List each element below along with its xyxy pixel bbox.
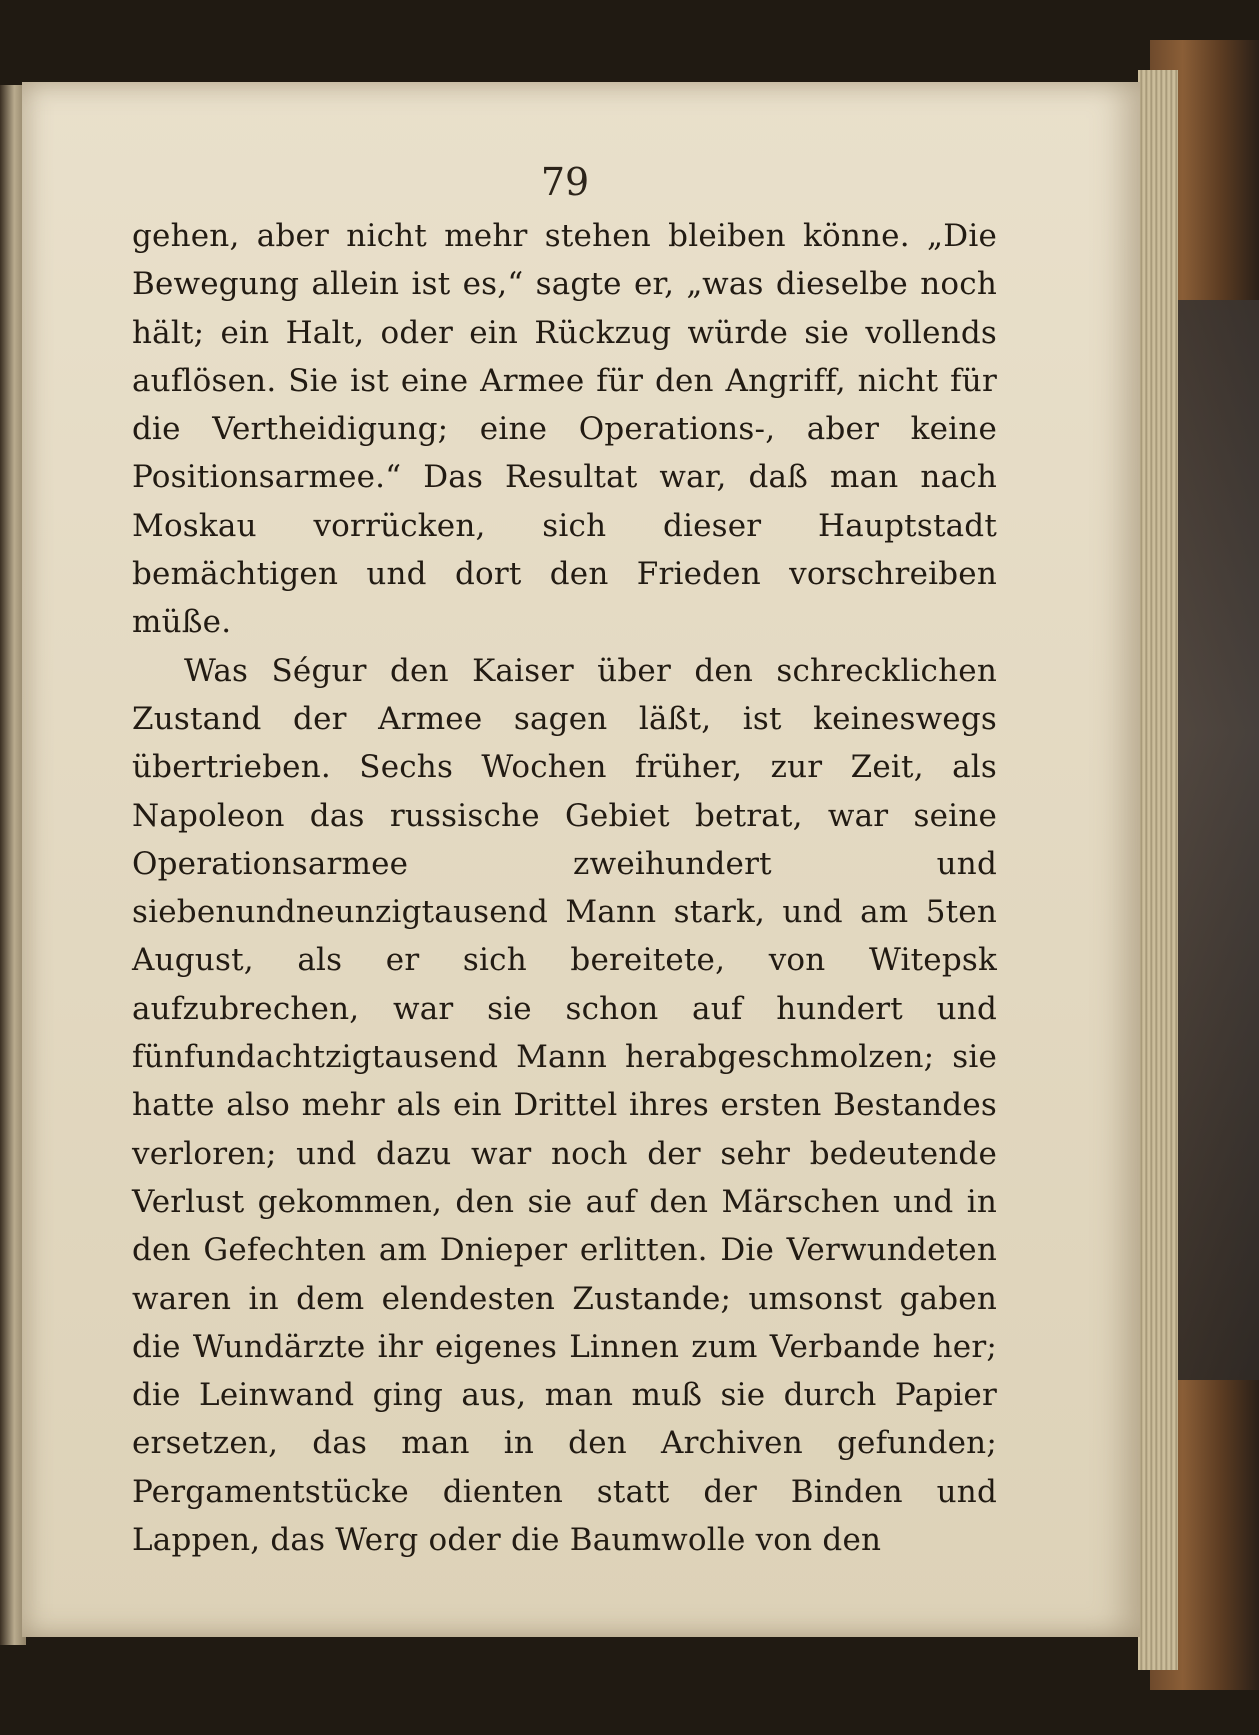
paragraph-1: gehen, aber nicht mehr stehen bleiben könne. „Die Bewegung allein ist es,“ sagte er, „was dieselbe noch hält; ein Halt, oder ein Rückzug würde sie vollends auflösen. Sie ist eine Armee für den Angriff, nicht für die Vertheidigung; eine Operations-, aber keine Positionsarmee.“ Das Resultat war, daß man nach Moskau vorrücken, sich dieser Hauptstadt bemächtigen und dort den Frieden vorschreiben müße. (132, 218, 997, 641)
book-page (22, 82, 1140, 1637)
page-text (132, 212, 997, 1564)
page-number: 79 (540, 160, 590, 204)
page-stack-edge (1138, 70, 1178, 1670)
cover-leather-patch (1178, 300, 1259, 1380)
paragraph-2: Was Ségur den Kaiser über den schrecklichen Zustand der Armee sagen läßt, ist keineswegs übertrieben. Sechs Wochen früher, zur Zeit, als Napoleon das russische Gebiet betrat, war seine Operationsarmee zweihundert und siebenundneunzigtausend Mann stark, und am 5ten August, als er sich bereitete, von Witepsk aufzubrechen, war sie schon auf hundert und fünfundachtzigtausend Mann herabgeschmolzen; sie hatte also mehr als ein Drittel ihres ersten Bestandes verloren; und dazu war noch der sehr bedeutende Verlust gekommen, den sie auf den Märschen und in den Gefechten am Dnieper erlitten. Die Verwundeten waren in dem elendesten Zustande; umsonst gaben die Wundärzte ihr eigenes Linnen zum Verbande her; die Leinwand ging aus, man muß sie durch Papier ersetzen, das man in den Archiven gefunden; Pergamentstücke dienten statt der Binden und Lappen, das Werg oder die Baumwolle von den (132, 652, 997, 1559)
